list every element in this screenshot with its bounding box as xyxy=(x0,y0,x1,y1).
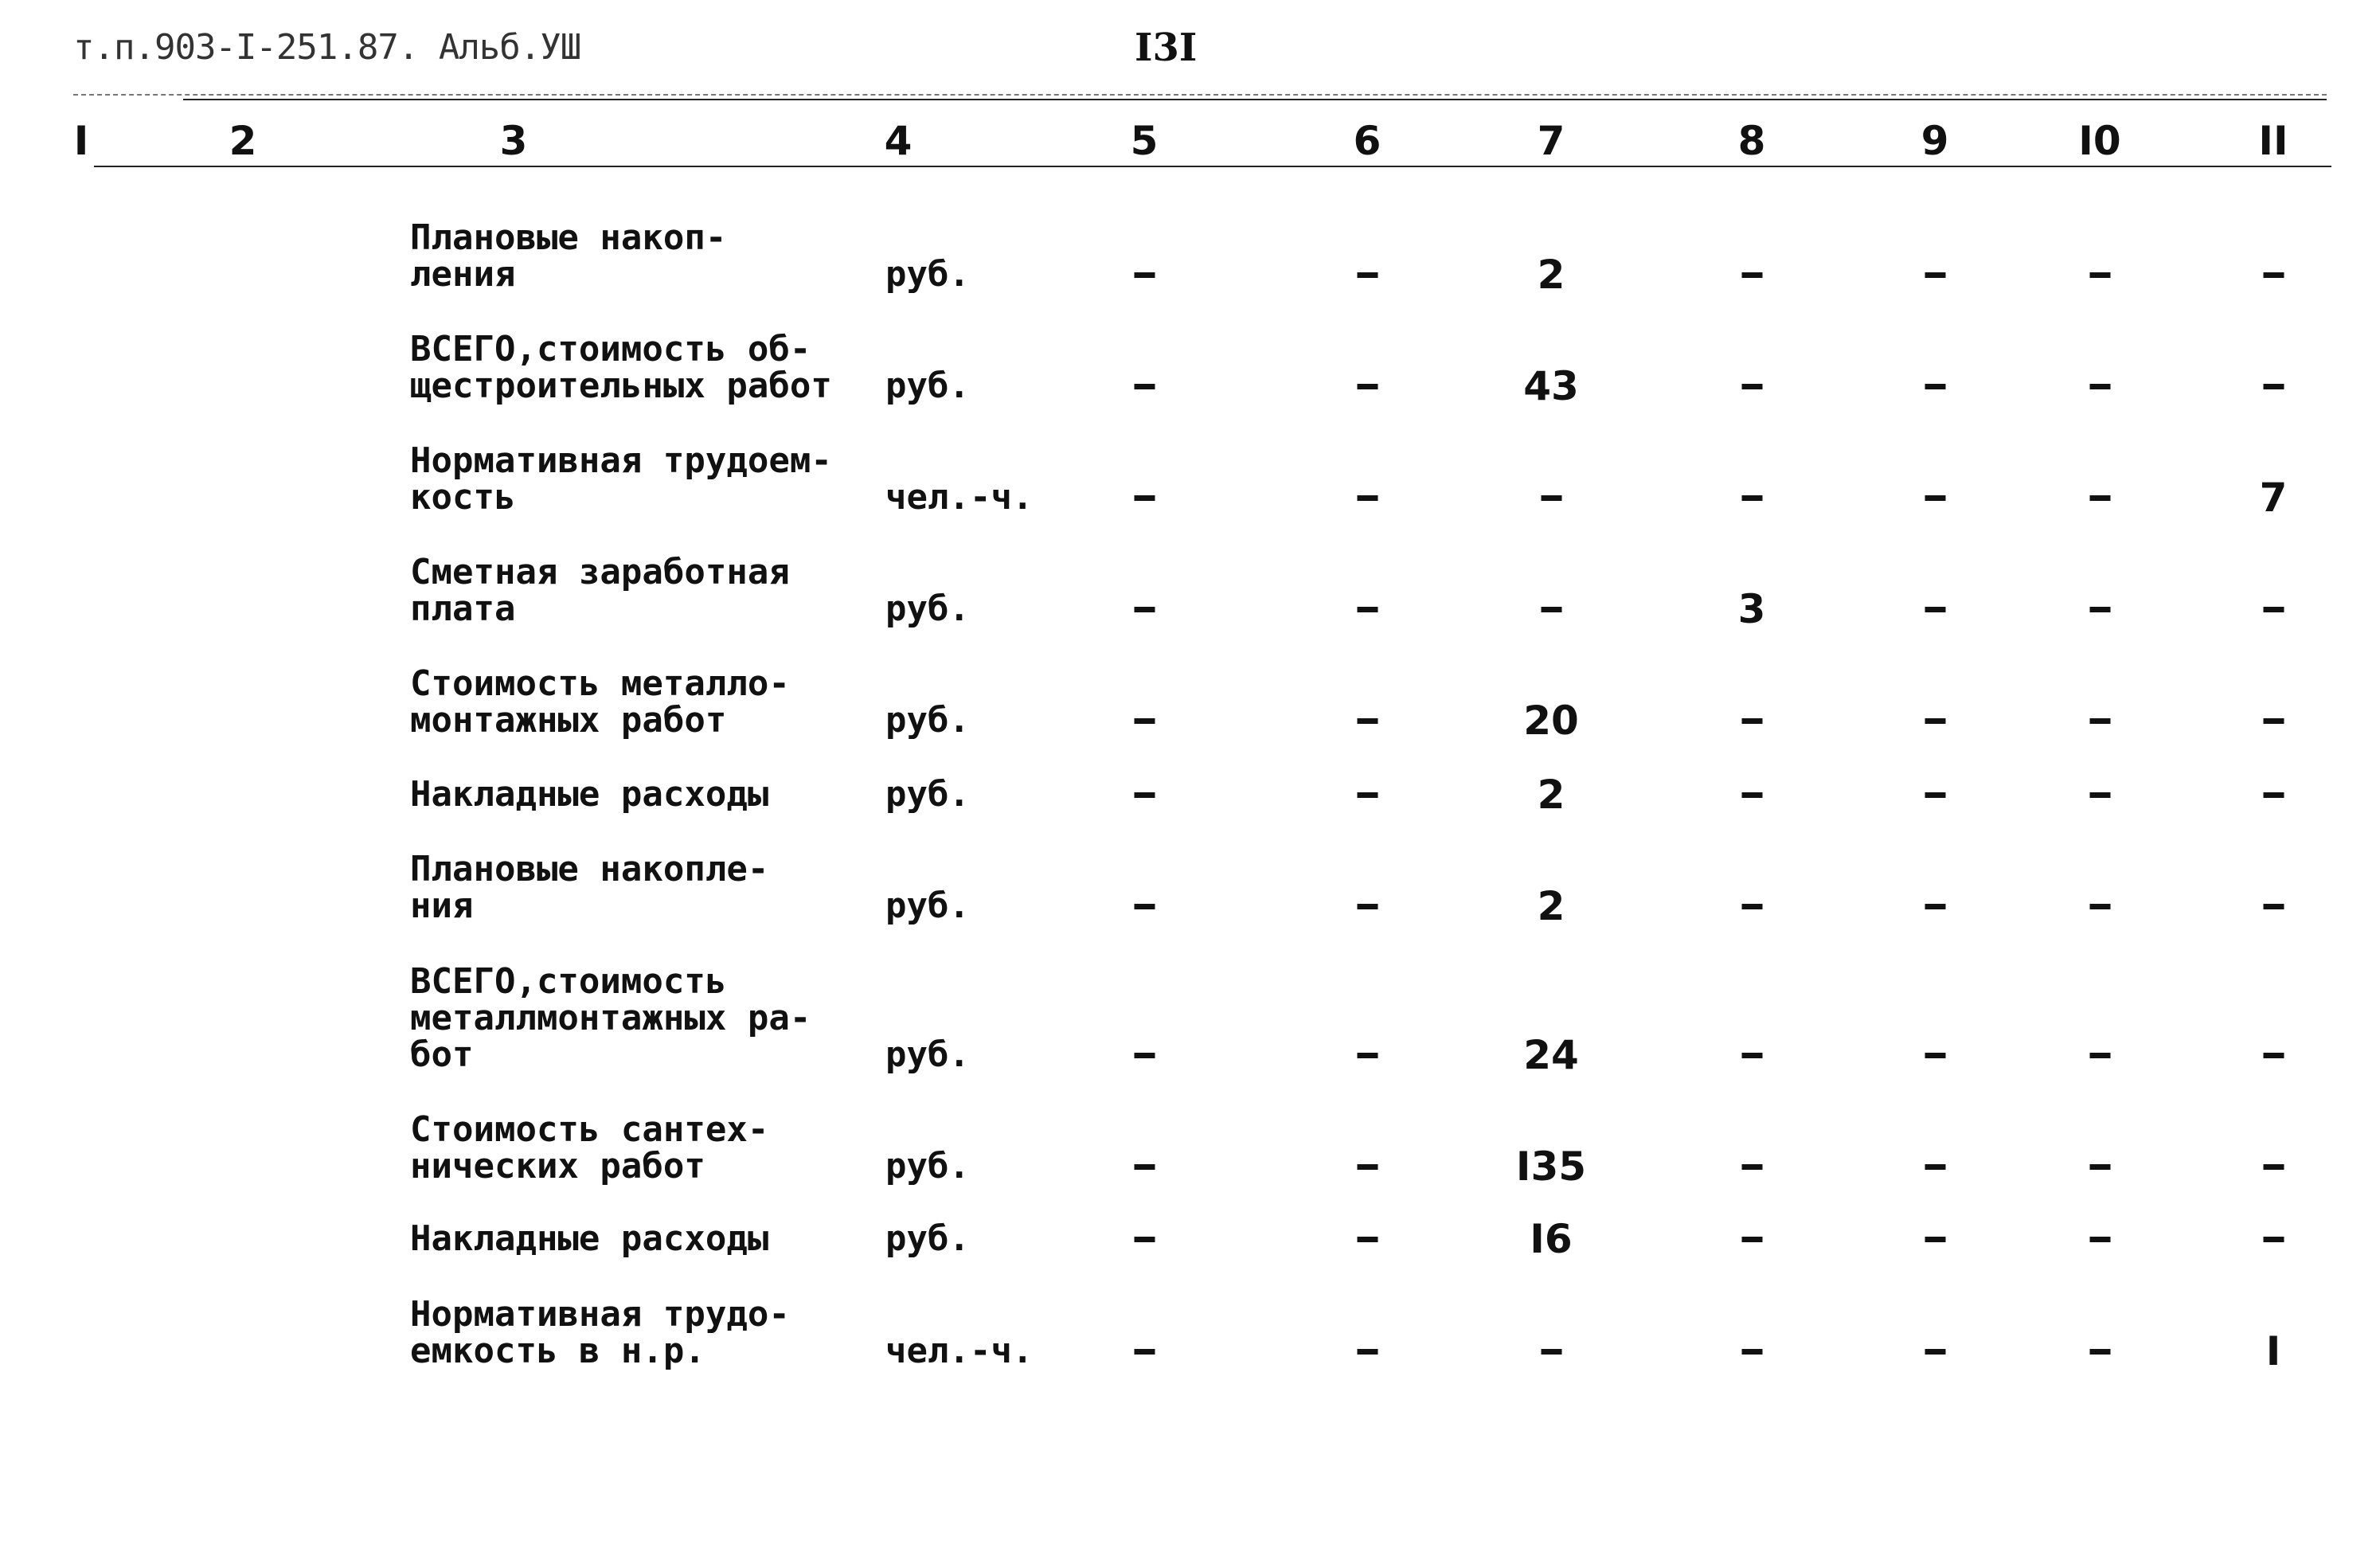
cell-col-7 xyxy=(1542,591,1561,627)
cell-col-7 xyxy=(1542,479,1561,516)
cell-col-10 xyxy=(2090,702,2110,739)
column-number-5: 5 xyxy=(1130,118,1159,164)
cell-col-8 xyxy=(1742,368,1762,405)
cell-col-6 xyxy=(1358,776,1378,813)
cell-col-9 xyxy=(1925,1333,1945,1370)
cell-col-7: I35 xyxy=(1515,1143,1587,1190)
dash-mark xyxy=(1925,1237,1945,1242)
cell-col-5 xyxy=(1135,1037,1155,1073)
cell-col-11: 7 xyxy=(2259,475,2288,521)
row-unit: руб. xyxy=(885,366,970,406)
dash-mark xyxy=(2089,495,2110,501)
cell-col-10 xyxy=(2090,479,2110,516)
dash-mark xyxy=(1741,1237,1762,1242)
dash-mark xyxy=(1741,1053,1762,1058)
dash-mark xyxy=(2089,1053,2110,1058)
dash-mark xyxy=(2089,904,2110,909)
dash-mark xyxy=(2089,792,2110,798)
cell-col-8: 3 xyxy=(1737,586,1766,632)
cell-col-5 xyxy=(1135,776,1155,813)
column-number-1: I xyxy=(73,118,89,164)
cell-col-5 xyxy=(1135,888,1155,925)
cell-col-11 xyxy=(2264,776,2284,813)
dash-mark xyxy=(1357,1237,1378,1242)
cell-col-5 xyxy=(1135,368,1155,405)
row-unit: руб. xyxy=(885,254,970,295)
dash-mark xyxy=(1741,1349,1762,1355)
column-number-4: 4 xyxy=(884,118,913,164)
cell-col-9 xyxy=(1925,1037,1945,1073)
header-bottom-rule xyxy=(94,166,2331,167)
column-number-2: 2 xyxy=(229,118,257,164)
dash-mark xyxy=(1357,792,1378,798)
cell-col-11 xyxy=(2264,256,2284,293)
cell-col-7: 20 xyxy=(1523,698,1579,744)
cell-col-8 xyxy=(1742,1221,1762,1257)
row-unit: руб. xyxy=(885,588,970,629)
dash-mark xyxy=(2263,1164,2284,1170)
dash-mark xyxy=(1925,607,1945,612)
cell-col-6 xyxy=(1358,591,1378,627)
dash-mark xyxy=(1741,1164,1762,1170)
dash-mark xyxy=(1134,1053,1155,1058)
cell-col-9 xyxy=(1925,368,1945,405)
cell-col-9 xyxy=(1925,479,1945,516)
dash-mark xyxy=(1357,607,1378,612)
cell-col-9 xyxy=(1925,256,1945,293)
dash-mark xyxy=(1541,1349,1561,1355)
dash-mark xyxy=(1925,1164,1945,1170)
row-unit: руб. xyxy=(885,1146,970,1186)
cell-col-5 xyxy=(1135,256,1155,293)
cell-col-6 xyxy=(1358,1148,1378,1185)
cell-col-7: 2 xyxy=(1537,883,1565,929)
dash-mark xyxy=(1741,718,1762,724)
dash-mark xyxy=(1134,718,1155,724)
cell-col-11 xyxy=(2264,702,2284,739)
row-description: Плановые накопле- ния xyxy=(410,849,769,926)
cell-col-9 xyxy=(1925,702,1945,739)
cell-col-9 xyxy=(1925,1221,1945,1257)
row-description: Стоимость сантех- нических работ xyxy=(410,1109,769,1186)
cell-col-8 xyxy=(1742,1148,1762,1185)
dash-mark xyxy=(2263,607,2284,612)
cell-col-6 xyxy=(1358,256,1378,293)
dash-mark xyxy=(1357,1164,1378,1170)
row-description: ВСЕГО,стоимость металлмонтажных ра- бот xyxy=(410,961,811,1075)
dash-mark xyxy=(2263,1053,2284,1058)
cell-col-11 xyxy=(2264,591,2284,627)
dash-mark xyxy=(1357,272,1378,278)
row-description: Накладные расходы xyxy=(410,774,769,815)
dash-mark xyxy=(1741,495,1762,501)
cell-col-11 xyxy=(2264,888,2284,925)
dash-mark xyxy=(1925,384,1945,389)
cell-col-9 xyxy=(1925,776,1945,813)
dash-mark xyxy=(2089,384,2110,389)
dash-mark xyxy=(1357,495,1378,501)
column-number-3: 3 xyxy=(499,118,528,164)
dash-mark xyxy=(1134,1349,1155,1355)
dash-mark xyxy=(1925,792,1945,798)
row-unit: руб. xyxy=(885,1034,970,1075)
cell-col-8 xyxy=(1742,479,1762,516)
row-unit: чел.-ч. xyxy=(885,1331,1034,1371)
cell-col-5 xyxy=(1135,591,1155,627)
cell-col-10 xyxy=(2090,1037,2110,1073)
row-description: Сметная заработная плата xyxy=(410,552,790,629)
cell-col-11 xyxy=(2264,1148,2284,1185)
cell-col-7: 24 xyxy=(1523,1032,1579,1078)
dash-mark xyxy=(1134,384,1155,389)
dash-mark xyxy=(2089,1237,2110,1242)
column-number-6: 6 xyxy=(1353,118,1381,164)
row-description: ВСЕГО,стоимость об- щестроительных работ xyxy=(410,329,832,406)
cell-col-6 xyxy=(1358,702,1378,739)
dash-mark xyxy=(1134,272,1155,278)
dash-mark xyxy=(1541,607,1561,612)
cell-col-5 xyxy=(1135,1333,1155,1370)
dash-mark xyxy=(2263,1237,2284,1242)
column-number-10: I0 xyxy=(2078,118,2121,164)
cell-col-6 xyxy=(1358,1037,1378,1073)
cell-col-7: 43 xyxy=(1523,363,1579,409)
row-unit: руб. xyxy=(885,774,970,815)
top-rule xyxy=(73,94,2327,96)
column-number-8: 8 xyxy=(1737,118,1766,164)
row-unit: руб. xyxy=(885,885,970,926)
cell-col-8 xyxy=(1742,256,1762,293)
dash-mark xyxy=(1741,904,1762,909)
dash-mark xyxy=(1741,272,1762,278)
cell-col-7: 2 xyxy=(1537,772,1565,818)
cell-col-7: I6 xyxy=(1530,1216,1573,1262)
dash-mark xyxy=(1134,607,1155,612)
row-description: Плановые накоп- ления xyxy=(410,217,727,295)
cell-col-5 xyxy=(1135,1148,1155,1185)
cell-col-10 xyxy=(2090,591,2110,627)
dash-mark xyxy=(1741,792,1762,798)
cell-col-5 xyxy=(1135,702,1155,739)
row-unit: руб. xyxy=(885,1218,970,1259)
dash-mark xyxy=(1925,1349,1945,1355)
cell-col-11: I xyxy=(2265,1328,2281,1374)
cell-col-9 xyxy=(1925,591,1945,627)
cell-col-11 xyxy=(2264,1037,2284,1073)
dash-mark xyxy=(1925,1053,1945,1058)
dash-mark xyxy=(1357,384,1378,389)
dash-mark xyxy=(2263,718,2284,724)
dash-mark xyxy=(1134,1164,1155,1170)
document-reference: т.п.903-I-251.87. Альб.УШ xyxy=(73,27,581,68)
dash-mark xyxy=(2263,272,2284,278)
dash-mark xyxy=(1134,792,1155,798)
dash-mark xyxy=(1357,1053,1378,1058)
page-number: I3I xyxy=(1135,25,1198,70)
dash-mark xyxy=(2089,272,2110,278)
dash-mark xyxy=(1134,495,1155,501)
dash-mark xyxy=(2089,607,2110,612)
dash-mark xyxy=(2263,904,2284,909)
cell-col-8 xyxy=(1742,888,1762,925)
cell-col-8 xyxy=(1742,702,1762,739)
cell-col-6 xyxy=(1358,1221,1378,1257)
cell-col-7: 2 xyxy=(1537,252,1565,298)
cell-col-9 xyxy=(1925,1148,1945,1185)
cell-col-11 xyxy=(2264,368,2284,405)
cell-col-10 xyxy=(2090,1148,2110,1185)
cell-col-6 xyxy=(1358,479,1378,516)
dash-mark xyxy=(1925,718,1945,724)
dash-mark xyxy=(1925,495,1945,501)
dash-mark xyxy=(1357,718,1378,724)
column-number-7: 7 xyxy=(1537,118,1565,164)
dash-mark xyxy=(2089,1349,2110,1355)
cell-col-9 xyxy=(1925,888,1945,925)
dash-mark xyxy=(2089,718,2110,724)
cell-col-10 xyxy=(2090,888,2110,925)
cell-col-10 xyxy=(2090,256,2110,293)
row-description: Стоимость металло- монтажных работ xyxy=(410,663,790,741)
dash-mark xyxy=(1925,904,1945,909)
dash-mark xyxy=(1925,272,1945,278)
dash-mark xyxy=(1357,1349,1378,1355)
dash-mark xyxy=(2089,1164,2110,1170)
dash-mark xyxy=(1741,384,1762,389)
row-description: Нормативная трудо- емкость в н.р. xyxy=(410,1294,790,1371)
row-description: Нормативная трудоем- кость xyxy=(410,440,832,518)
cell-col-10 xyxy=(2090,776,2110,813)
dash-mark xyxy=(1357,904,1378,909)
cell-col-11 xyxy=(2264,1221,2284,1257)
dash-mark xyxy=(2263,792,2284,798)
cell-col-10 xyxy=(2090,1221,2110,1257)
dash-mark xyxy=(1134,1237,1155,1242)
cell-col-8 xyxy=(1742,776,1762,813)
cell-col-5 xyxy=(1135,1221,1155,1257)
cell-col-10 xyxy=(2090,368,2110,405)
column-number-9: 9 xyxy=(1921,118,1949,164)
row-unit: руб. xyxy=(885,700,970,741)
cell-col-10 xyxy=(2090,1333,2110,1370)
column-number-11: II xyxy=(2258,118,2288,164)
dash-mark xyxy=(1541,495,1561,501)
row-unit: чел.-ч. xyxy=(885,477,1034,518)
cell-col-8 xyxy=(1742,1333,1762,1370)
cell-col-8 xyxy=(1742,1037,1762,1073)
row-description: Накладные расходы xyxy=(410,1218,769,1259)
dash-mark xyxy=(1134,904,1155,909)
cell-col-6 xyxy=(1358,888,1378,925)
dash-mark xyxy=(2263,384,2284,389)
header-top-rule xyxy=(183,99,2327,100)
cell-col-7 xyxy=(1542,1333,1561,1370)
cell-col-6 xyxy=(1358,1333,1378,1370)
cell-col-5 xyxy=(1135,479,1155,516)
cell-col-6 xyxy=(1358,368,1378,405)
